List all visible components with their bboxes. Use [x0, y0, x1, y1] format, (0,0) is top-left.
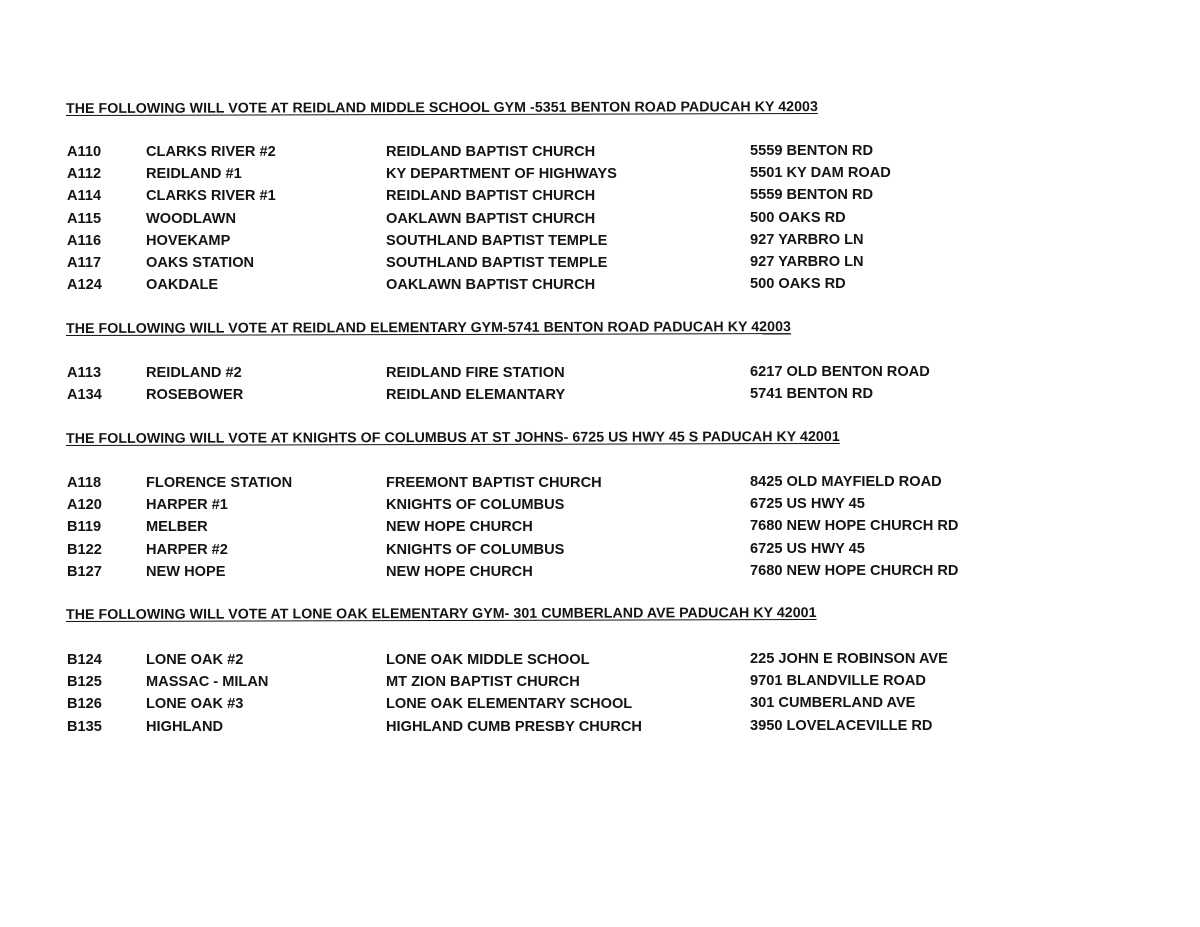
polling-address: 6725 US HWY 45	[750, 496, 865, 513]
precinct-code: A114	[67, 188, 102, 205]
precinct-name: MELBER	[146, 519, 208, 536]
precinct-name: NEW HOPE	[146, 563, 226, 580]
precinct-code: A113	[67, 365, 102, 381]
precinct-name: HARPER #2	[146, 541, 228, 558]
polling-location: LONE OAK MIDDLE SCHOOL	[386, 652, 590, 668]
precinct-code: A134	[67, 387, 102, 404]
precinct-list	[66, 365, 1066, 409]
precinct-code: B125	[67, 674, 102, 691]
precinct-row	[66, 211, 1066, 233]
polling-location: SOUTHLAND BAPTIST TEMPLE	[386, 254, 608, 271]
section-lone-oak-elementary	[66, 607, 1066, 741]
precinct-row	[66, 674, 1066, 696]
precinct-list	[66, 475, 1066, 586]
polling-address: 9701 BLANDVILLE ROAD	[750, 673, 926, 690]
precinct-name: HOVEKAMP	[146, 232, 231, 249]
precinct-name: LONE OAK #2	[146, 652, 244, 668]
precinct-row	[66, 144, 1066, 166]
precinct-name: OAKDALE	[146, 277, 219, 294]
precinct-row	[66, 365, 1066, 387]
section-reidland-middle-school	[66, 101, 1066, 299]
precinct-code: B122	[67, 541, 102, 558]
polling-address: 5559 BENTON RD	[750, 143, 874, 159]
precinct-code: A117	[67, 254, 102, 271]
polling-location: NEW HOPE CHURCH	[386, 563, 533, 580]
precinct-name: REIDLAND #2	[146, 365, 242, 381]
precinct-row	[66, 233, 1066, 255]
precinct-row	[66, 475, 1066, 497]
precinct-row	[66, 188, 1066, 210]
precinct-code: A115	[67, 210, 102, 227]
section-heading: THE FOLLOWING WILL VOTE AT REIDLAND MIDDLE SCHOOL GYM -5351 BENTON ROAD PADUCAH KY 42003	[65, 99, 818, 117]
precinct-row	[66, 652, 1066, 674]
polling-address: 7680 NEW HOPE CHURCH RD	[750, 562, 959, 579]
precinct-name: ROSEBOWER	[146, 387, 244, 404]
precinct-name: HIGHLAND	[146, 718, 224, 735]
precinct-name: WOODLAWN	[146, 210, 236, 227]
polling-address: 5501 KY DAM ROAD	[750, 165, 891, 182]
precinct-row	[66, 719, 1066, 741]
polling-location: KNIGHTS OF COLUMBUS	[386, 497, 565, 514]
polling-location: REIDLAND BAPTIST CHURCH	[386, 188, 596, 205]
polling-address: 927 YARBRO LN	[750, 253, 864, 270]
polling-address: 8425 OLD MAYFIELD ROAD	[750, 474, 942, 490]
precinct-name: HARPER #1	[146, 497, 228, 514]
polling-address: 5741 BENTON RD	[750, 386, 874, 403]
precinct-row	[66, 564, 1066, 586]
precinct-code: A112	[67, 166, 102, 183]
polling-address: 301 CUMBERLAND AVE	[750, 695, 916, 712]
polling-location: OAKLAWN BAPTIST CHURCH	[386, 210, 596, 227]
precinct-row	[66, 277, 1066, 299]
precinct-code: B119	[67, 519, 102, 536]
precinct-row	[66, 255, 1066, 277]
precinct-row	[66, 696, 1066, 718]
precinct-name: FLORENCE STATION	[146, 475, 293, 491]
polling-location: FREEMONT BAPTIST CHURCH	[386, 475, 602, 491]
precinct-name: OAKS STATION	[146, 254, 255, 271]
precinct-row	[66, 387, 1066, 409]
polling-location: MT ZION BAPTIST CHURCH	[386, 674, 580, 691]
polling-address: 225 JOHN E ROBINSON AVE	[750, 651, 948, 667]
polling-location: HIGHLAND CUMB PRESBY CHURCH	[386, 718, 642, 735]
polling-location: LONE OAK ELEMENTARY SCHOOL	[386, 696, 633, 713]
section-heading: THE FOLLOWING WILL VOTE AT LONE OAK ELEMENTARY GYM- 301 CUMBERLAND AVE PADUCAH KY 42001	[65, 605, 817, 623]
polling-address: 500 OAKS RD	[750, 276, 846, 293]
polling-address: 3950 LOVELACEVILLE RD	[750, 717, 933, 734]
polling-address: 6217 OLD BENTON ROAD	[750, 364, 930, 380]
precinct-code: A116	[67, 232, 102, 249]
section-heading: THE FOLLOWING WILL VOTE AT REIDLAND ELEMENTARY GYM-5741 BENTON ROAD PADUCAH KY 42003	[65, 319, 791, 337]
polling-location: KY DEPARTMENT OF HIGHWAYS	[386, 166, 617, 183]
polling-address: 6725 US HWY 45	[750, 540, 865, 557]
polling-location: REIDLAND BAPTIST CHURCH	[386, 144, 596, 160]
section-heading: THE FOLLOWING WILL VOTE AT KNIGHTS OF COLUMBUS AT ST JOHNS- 6725 US HWY 45 S PADUCAH KY 42001	[65, 428, 840, 447]
precinct-name: REIDLAND #1	[146, 166, 242, 183]
precinct-code: B127	[67, 563, 102, 580]
precinct-code: B135	[67, 718, 102, 735]
polling-address: 500 OAKS RD	[750, 209, 846, 226]
section-reidland-elementary	[66, 321, 1066, 409]
precinct-code: A110	[67, 144, 102, 160]
precinct-name: CLARKS RIVER #1	[146, 188, 276, 205]
polling-location: KNIGHTS OF COLUMBUS	[386, 541, 565, 558]
polling-location: NEW HOPE CHURCH	[386, 519, 533, 536]
polling-address: 7680 NEW HOPE CHURCH RD	[750, 518, 959, 535]
precinct-name: MASSAC - MILAN	[146, 674, 269, 691]
polling-address: 927 YARBRO LN	[750, 231, 864, 248]
precinct-code: A124	[67, 277, 102, 294]
polling-location: REIDLAND ELEMANTARY	[386, 387, 566, 404]
precinct-name: CLARKS RIVER #2	[146, 144, 276, 160]
precinct-row	[66, 542, 1066, 564]
section-knights-of-columbus	[65, 428, 1066, 586]
precinct-name: LONE OAK #3	[146, 696, 244, 713]
precinct-list	[66, 144, 1066, 299]
polling-location: REIDLAND FIRE STATION	[386, 365, 565, 381]
precinct-row	[66, 166, 1066, 188]
precinct-code: B126	[67, 696, 102, 713]
precinct-code: A120	[67, 497, 102, 514]
precinct-code: A118	[67, 475, 102, 491]
polling-address: 5559 BENTON RD	[750, 187, 874, 204]
polling-location: SOUTHLAND BAPTIST TEMPLE	[386, 232, 608, 249]
precinct-row	[66, 497, 1066, 519]
precinct-row	[66, 519, 1066, 541]
precinct-list	[66, 652, 1066, 741]
precinct-code: B124	[67, 652, 102, 668]
polling-location: OAKLAWN BAPTIST CHURCH	[386, 277, 596, 294]
